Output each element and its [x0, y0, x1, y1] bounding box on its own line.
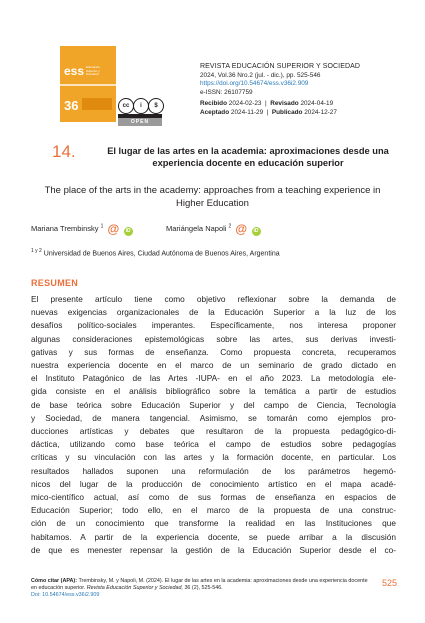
- resumen-line: gida consiste en el análisis bibliográfico sobre la temática a partir de estudios: [31, 386, 396, 397]
- citation-tail: 36 (2), 525-546.: [184, 585, 223, 592]
- cc-license-badge[interactable]: [118, 95, 162, 119]
- citation-label: Cómo citar (APA):: [31, 578, 78, 584]
- resumen-line: ducciones artísticas y debates que resultaron de la propuesta pedagógico-di-: [31, 426, 396, 437]
- resumen-line: nicos del lugar de la producción de conocimiento artístico en el mapa acadé-: [31, 478, 396, 489]
- revised-date: 2024-04-19: [300, 100, 334, 107]
- resumen-line: y Sociedad, de manera tangencial. Asimismo, se tomarán como ejemplos pro-: [31, 412, 396, 423]
- author-sup: 2: [228, 223, 232, 230]
- published-label: Publicado: [271, 108, 303, 116]
- cover-subtitle: Educación Superior y Sociedad: [86, 65, 101, 76]
- citation: [31, 578, 371, 600]
- resumen-line: mico-científico actual, así como de sus formas de enseñanza en espacios de: [31, 492, 396, 503]
- journal-eissn: e-ISSN: 26107759: [200, 88, 253, 96]
- journal-cover-image: [60, 46, 116, 122]
- resumen-line: ción de un conocimiento que transforme la realidad en las Instituciones que: [31, 518, 396, 529]
- affiliation-sup: 1 y 2: [31, 248, 42, 254]
- cover-accent-block: [82, 98, 112, 110]
- email-icon[interactable]: @: [107, 222, 120, 236]
- resumen-line: dáctica, utilizando como base teórica el campo de estudios sobre pedagogías: [31, 439, 396, 450]
- open-access-label: OPEN ACCESS: [118, 118, 162, 126]
- journal-volume: 2024, Vol.36 Nro.2 (jul. - dic.), pp. 525-546: [200, 71, 321, 79]
- orcid-icon[interactable]: iD: [253, 228, 259, 234]
- cc-nc-icon: $: [148, 98, 164, 114]
- resumen-line: resultados hallados suponen una reformulación de los parámetros hegemó-: [31, 465, 396, 476]
- journal-name: REVISTA EDUCACIÓN SUPERIOR Y SOCIEDAD: [200, 63, 361, 70]
- author-2: [166, 223, 261, 236]
- citation-doi-link[interactable]: Doi: 10.54674/ess.v36i2.909: [31, 592, 100, 599]
- resumen-line: de que es menester repensar la gestión de la Educación Superior desde el co-: [31, 544, 396, 555]
- cover-logo: ess: [64, 64, 85, 78]
- journal-doi-link[interactable]: https://doi.org/10.54674/ess.v36i2.909: [200, 80, 309, 87]
- article-number: 14.: [52, 142, 76, 161]
- published-date: 2024-12-27: [304, 108, 337, 116]
- resumen-line: nuevas exigencias organizacionales de la Educación Superior a la luz de los: [31, 307, 396, 318]
- author-1: [31, 223, 133, 236]
- author-name: Mariángela Napoli: [166, 224, 227, 233]
- resumen-line: nuestra experiencia docente en el marco de un seminario de grado dictado en: [31, 360, 396, 371]
- revised-label: Revisado: [270, 100, 299, 107]
- citation-journal: Revista Educación Superior y Sociedad,: [86, 585, 183, 592]
- accepted-date: 2024-11-29: [230, 108, 264, 116]
- author-sup: 1: [100, 223, 104, 230]
- citation-text: Trembinsky, M. y Napoli, M. (2024). El lugar de las artes en la academia: aproximaciones desde una experiencia docente en educación superior.: [31, 578, 368, 592]
- received-date: 2024-02-23: [228, 100, 262, 107]
- author-name: Mariana Trembinsky: [31, 224, 99, 233]
- resumen-line: algunas consideraciones epistemológicas sobre las artes, sus derivas investi-: [31, 333, 396, 344]
- journal-dates-accepted: Aceptado 2024-11-29 | Publicado 2024-12-27: [200, 108, 337, 116]
- journal-info: [200, 63, 415, 117]
- resumen-line: desafíos político-sociales imperantes. Específicamente, nos interesa proponer: [31, 320, 396, 331]
- article-title-es: El lugar de las artes en la academia: aproximaciones desde una experiencia docente en educación superior: [107, 146, 389, 168]
- affiliation: [31, 248, 401, 257]
- resumen-line: el Instituto Patagónico de las Artes -IUPA- en el año 2023. La metodología ele-: [31, 373, 396, 384]
- cover-issue-number: 36: [64, 98, 79, 113]
- resumen-line: Educación Superior; todo ello, en el marco de la propuesta de una construc-: [31, 505, 396, 516]
- cover-band: [60, 84, 116, 86]
- resumen-line: gativas y sus formas de enseñanza. Como propuesta concreta, recuperamos: [31, 346, 396, 357]
- received-label: Recibido: [200, 100, 227, 107]
- email-icon[interactable]: @: [235, 222, 248, 236]
- orcid-icon[interactable]: iD: [125, 228, 131, 234]
- resumen-line: críticas y su vinculación con las artes y la formación docente, en particular. Los: [31, 452, 396, 463]
- resumen-line: El presente artículo tiene como objetivo reflexionar sobre la demanda de: [31, 294, 396, 304]
- resumen-line: de base teórica sobre Educación Superior y del campo de Ciencia, Tecnología: [31, 399, 396, 410]
- resumen-heading: RESUMEN: [31, 278, 79, 288]
- cc-icon: cc: [118, 98, 134, 114]
- affiliation-text: Universidad de Buenos Aires, Ciudad Autónoma de Buenos Aires, Argentina: [43, 250, 280, 258]
- journal-dates-received: Recibido 2024-02-23 | Revisado 2024-04-19: [200, 100, 334, 107]
- resumen-body: [31, 293, 396, 557]
- page-number: 525: [382, 578, 398, 588]
- cc-by-icon: i: [133, 98, 149, 114]
- accepted-label: Aceptado: [200, 108, 230, 116]
- resumen-line: habitamos. A partir de la experiencia docente, se puede arribar a la discusión: [31, 531, 396, 542]
- article-title-en: The place of the arts in the academy: approaches from a teaching experience in Higher Education: [44, 185, 381, 209]
